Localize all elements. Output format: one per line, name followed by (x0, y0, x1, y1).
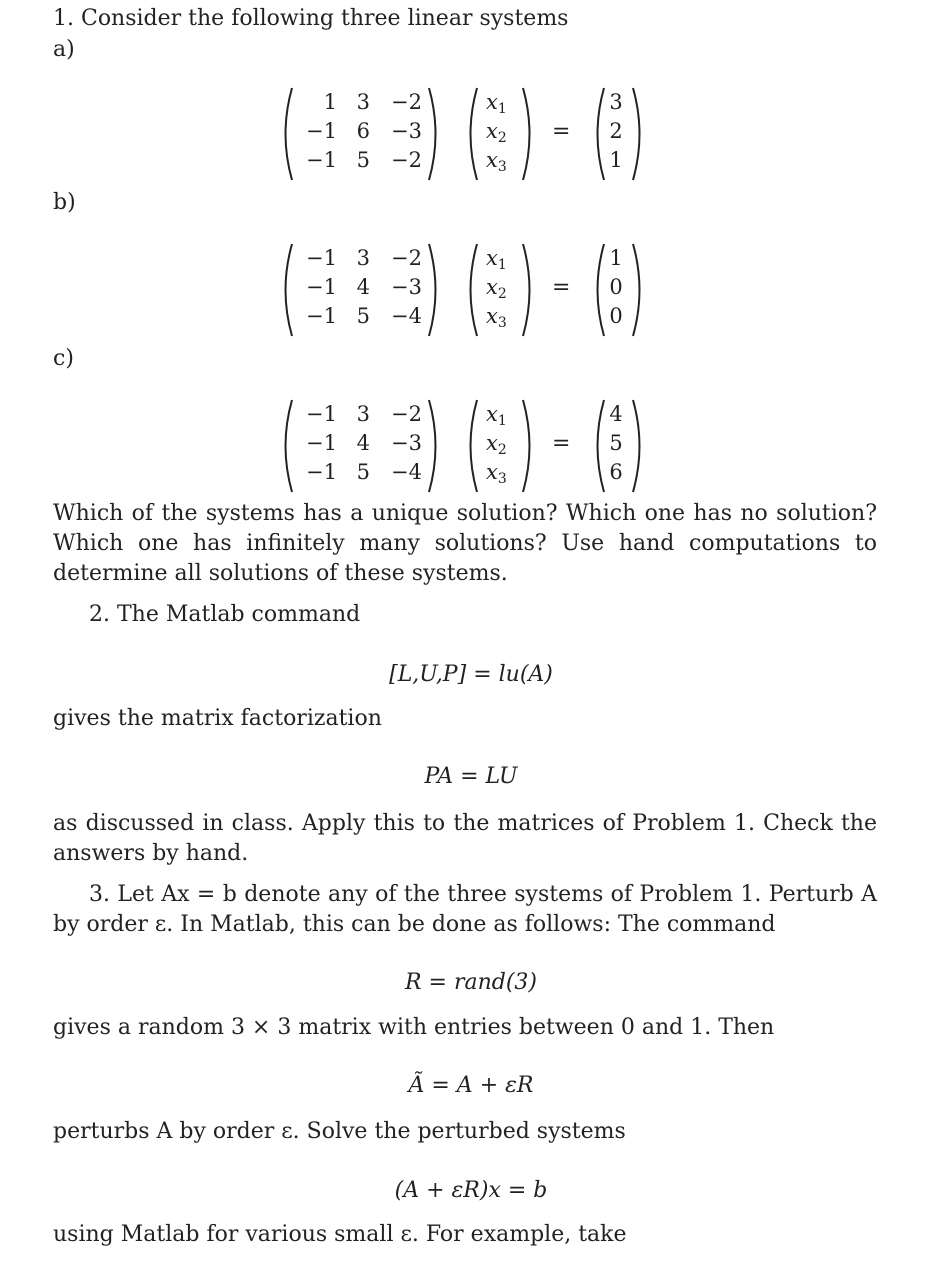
matrix-cell: 5 (356, 460, 370, 484)
matrix-cell: −3 (391, 119, 422, 143)
unknown-x1: $x_1$ (486, 402, 507, 429)
problem-3-gives: gives a random 3 × 3 matrix with entries between 0 and 1. Then (53, 1015, 775, 1040)
matrix-cell: −1 (306, 275, 337, 299)
matrix-cell: −4 (391, 460, 422, 484)
unknown-x3: $x_3$ (486, 148, 507, 175)
problem-1-intro: 1. Consider the following three linear systems (53, 6, 569, 31)
right-paren-icon (426, 242, 444, 338)
problem-1-question: Which of the systems has a unique solution? Which one has no solution? Which one has infinitely many solutions? Use hand computations to determine all solutions of these systems. (53, 501, 877, 586)
factorization-equation: PA = LU (424, 764, 518, 789)
unknown-x1: $x_1$ (486, 246, 507, 273)
right-paren-icon (426, 398, 444, 494)
rhs-cell: 6 (609, 460, 623, 484)
right-paren-icon (520, 86, 538, 182)
left-paren-icon (462, 242, 480, 338)
rand-command: R = rand(3) (404, 970, 538, 995)
right-paren-icon (630, 86, 648, 182)
rhs-cell: 0 (609, 304, 623, 328)
problem-2-after: as discussed in class. Apply this to the matrices of Problem 1. Check the answers by hand. (53, 811, 877, 866)
rhs-cell: 0 (609, 275, 623, 299)
matrix-cell: −1 (306, 431, 337, 455)
unknown-x1: $x_1$ (486, 90, 507, 117)
matrix-cell: −1 (306, 402, 337, 426)
lu-command: [L,U,P] = lu(A) (389, 662, 553, 687)
matrix-cell: 5 (356, 148, 370, 172)
equals-sign: = (552, 119, 571, 144)
unknown-x3: $x_3$ (486, 304, 507, 331)
problem-2-intro: 2. The Matlab command (89, 602, 361, 627)
rhs-cell: 2 (609, 119, 623, 143)
left-paren-icon (462, 398, 480, 494)
rhs-cell: 1 (609, 246, 623, 270)
matrix-cell: 3 (356, 402, 370, 426)
matrix-cell: 1 (323, 90, 337, 114)
perturbed-system: (A + εR)x = b (394, 1178, 548, 1203)
system-b-equation (0, 242, 942, 338)
perturbed-definition: Ã = A + εR (408, 1073, 534, 1098)
right-paren-icon (520, 398, 538, 494)
equals-sign: = (552, 275, 571, 300)
matrix-cell: 6 (356, 119, 370, 143)
problem-2-gives: gives the matrix factorization (53, 706, 382, 731)
system-c-equation (0, 398, 942, 494)
matrix-cell: −2 (391, 402, 422, 426)
matrix-cell: −3 (391, 275, 422, 299)
right-paren-icon (630, 242, 648, 338)
matrix-cell: −1 (306, 460, 337, 484)
right-paren-icon (630, 398, 648, 494)
unknown-x2: $x_2$ (486, 119, 507, 146)
matrix-cell: 4 (356, 431, 370, 455)
matrix-cell: 3 (356, 90, 370, 114)
matrix-cell: 5 (356, 304, 370, 328)
system-a-label: a) (53, 37, 75, 62)
problem-3-perturbs: perturbs A by order ε. Solve the perturbed systems (53, 1119, 626, 1144)
left-paren-icon (277, 242, 295, 338)
system-c-label: c) (53, 346, 74, 371)
right-paren-icon (426, 86, 444, 182)
unknown-x2: $x_2$ (486, 431, 507, 458)
matrix-cell: −1 (306, 246, 337, 270)
matrix-cell: −2 (391, 246, 422, 270)
rhs-cell: 1 (609, 148, 623, 172)
matrix-cell: −1 (306, 119, 337, 143)
matrix-cell: −2 (391, 148, 422, 172)
problem-3-intro: 3. Let Ax = b denote any of the three systems of Problem 1. Perturb A by order ε. In Matlab, this can be done as follows: The command (53, 882, 877, 937)
rhs-cell: 4 (609, 402, 623, 426)
matrix-cell: 4 (356, 275, 370, 299)
matrix-cell: −4 (391, 304, 422, 328)
matrix-cell: 3 (356, 246, 370, 270)
system-b-label: b) (53, 190, 76, 215)
equals-sign: = (552, 431, 571, 456)
unknown-x3: $x_3$ (486, 460, 507, 487)
matrix-cell: −3 (391, 431, 422, 455)
left-paren-icon (277, 86, 295, 182)
left-paren-icon (277, 398, 295, 494)
system-a-equation (0, 86, 942, 182)
unknown-x2: $x_2$ (486, 275, 507, 302)
right-paren-icon (520, 242, 538, 338)
matrix-cell: −2 (391, 90, 422, 114)
matrix-cell: −1 (306, 148, 337, 172)
rhs-cell: 3 (609, 90, 623, 114)
problem-3-using: using Matlab for various small ε. For example, take (53, 1222, 627, 1247)
left-paren-icon (462, 86, 480, 182)
matrix-cell: −1 (306, 304, 337, 328)
rhs-cell: 5 (609, 431, 623, 455)
